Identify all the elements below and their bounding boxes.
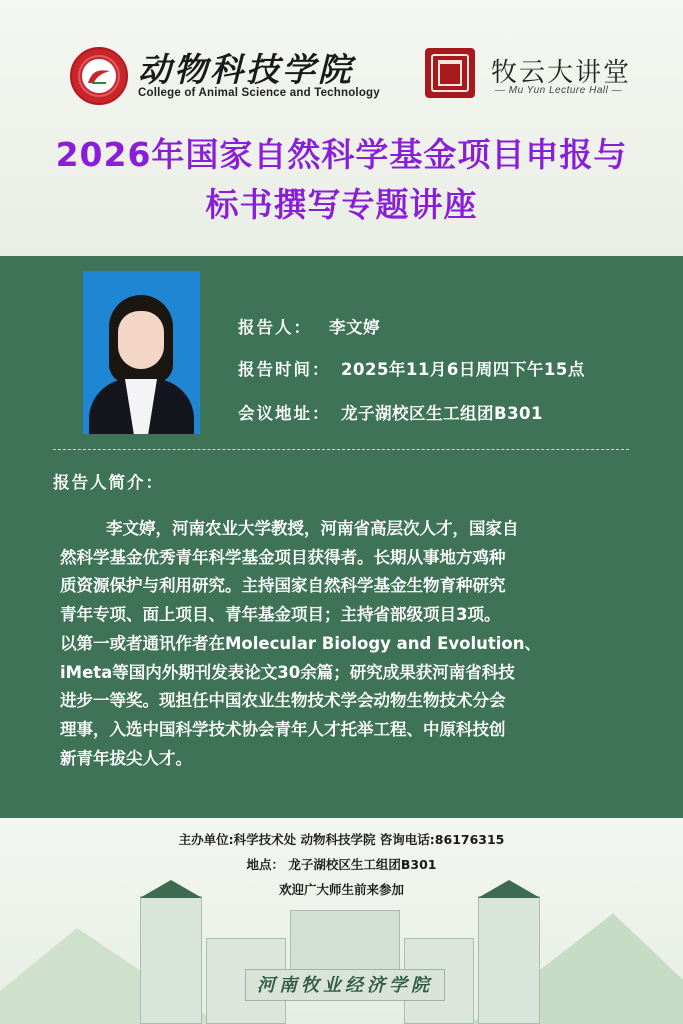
- bio-line: 理事，入选中国科学技术协会青年人才托举工程、中原科技创: [60, 719, 506, 739]
- lecture-hall-name-en: — Mu Yun Lecture Hall —: [495, 85, 623, 96]
- venue-line: 地点： 龙子湖校区生工组团B301: [246, 857, 437, 872]
- college-name-cn: 动物科技学院: [138, 50, 354, 89]
- lecture-hall-seal-icon: [425, 48, 475, 98]
- poster-title-line-2: 标书撰写专题讲座: [205, 185, 478, 224]
- lecture-hall-name-cn: 牧云大讲堂: [491, 58, 632, 88]
- bio-line: 以第一或者通讯作者在Molecular Biology and Evolution、: [60, 633, 541, 653]
- building-tower-right: [478, 896, 540, 1024]
- lecture-time: 2025年11月6日周四下午15点: [341, 360, 585, 379]
- bio-line: 质资源保护与利用研究。主持国家自然科学基金生物育种研究: [60, 576, 506, 596]
- bio-line: 青年专项、面上项目、青年基金项目；主持省部级项目3项。: [60, 605, 501, 625]
- welcome-line: 欢迎广大师生前来参加: [278, 882, 404, 897]
- college-logo-icon: [70, 47, 128, 105]
- bio-title: 报告人简介：: [53, 473, 164, 492]
- bio-line: iMeta等国内外期刊发表论文30余篇；研究成果获河南省科技: [60, 662, 515, 682]
- poster-footer: [0, 818, 683, 1024]
- speaker-name-label: 报告人：: [238, 318, 312, 337]
- lecture-location: 龙子湖校区生工组团B301: [341, 404, 544, 423]
- college-name-en: College of Animal Science and Technology: [138, 87, 380, 99]
- poster-header: [0, 0, 683, 256]
- campus-gate-sign: 河南牧业经济学院: [245, 969, 445, 1001]
- lecture-time-label: 报告时间：: [238, 360, 331, 379]
- bio-line: 李文婷，河南农业大学教授，河南省高层次人才，国家自: [106, 519, 519, 538]
- bio-line: 进步一等奖。现担任中国农业生物技术学会动物生物技术分会: [60, 691, 506, 711]
- bio-line: 然科学基金优秀青年科学基金项目获得者。长期从事地方鸡种: [60, 547, 506, 567]
- speaker-photo: [83, 271, 200, 434]
- organizer-line: 主办单位:科学技术处 动物科技学院 咨询电话:86176315: [178, 832, 505, 847]
- building-tower-left: [140, 896, 202, 1024]
- poster-title: [0, 130, 683, 230]
- building-main-gate: [290, 910, 400, 974]
- speaker-name: 李文婷: [329, 318, 380, 337]
- dashed-divider: [53, 449, 629, 450]
- lecture-location-label: 会议地址：: [238, 404, 331, 423]
- poster-title-line-1: 2026年国家自然科学基金项目申报与: [55, 135, 628, 174]
- bio-paragraph: [60, 515, 626, 773]
- bio-line: 新青年拔尖人才。: [60, 748, 192, 768]
